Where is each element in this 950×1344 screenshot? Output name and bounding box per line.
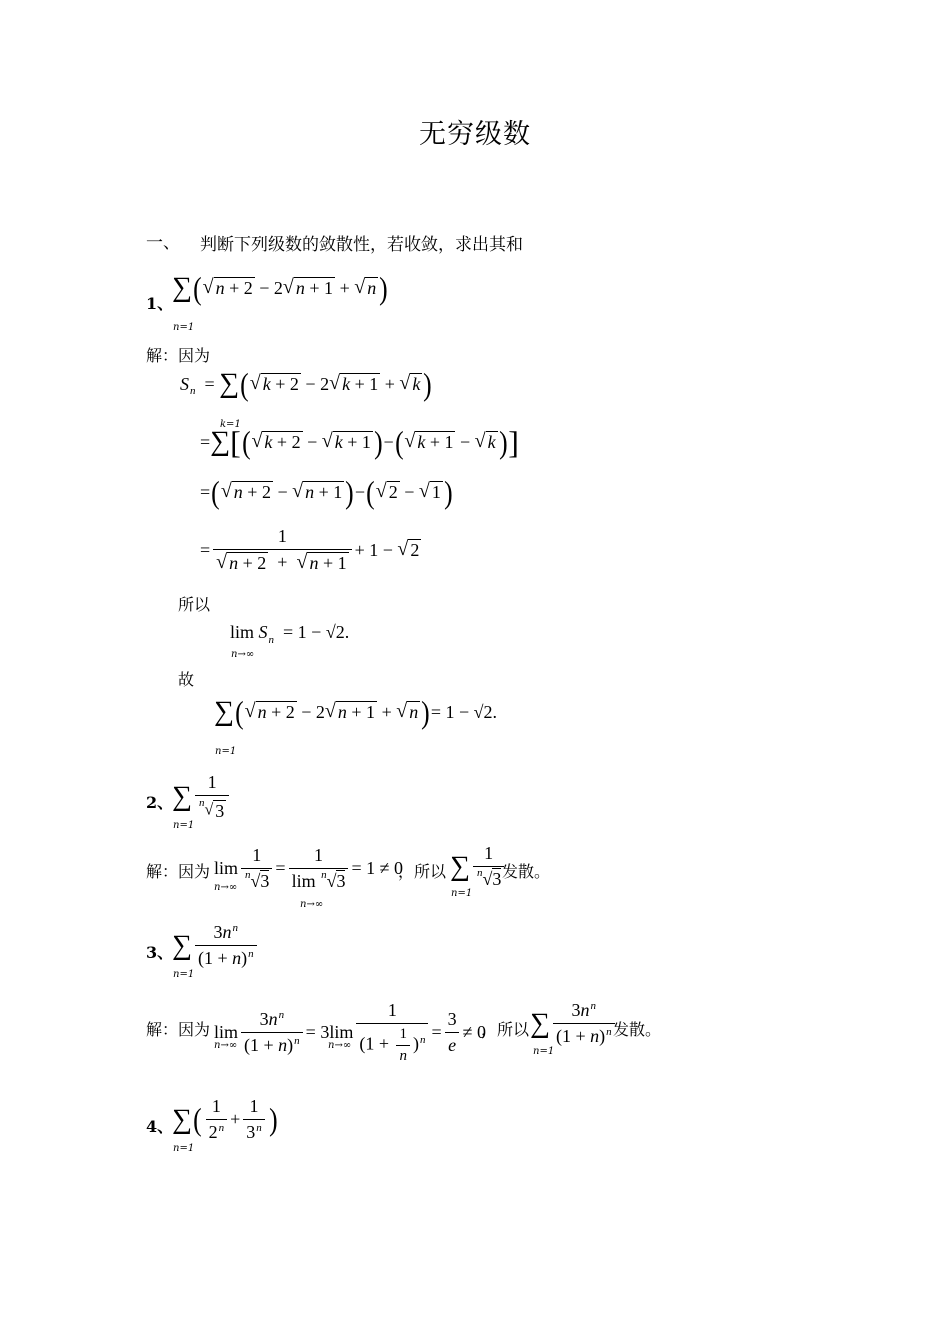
problem-1-sn-line-4: = 1 √ n + 2 + √ n + 1 + 1 − √ 2 [200,526,420,573]
problem-3-limit-sub-2: n→∞ [328,1040,352,1051]
problem-2-series: ∑ 1 $^n$√ 3 [172,772,232,822]
problem-2-conclusion-series: ∑ $\frac{1}{^n√3}$ [450,843,507,890]
problem-3-conclusion-prefix: ，所以 [481,1020,530,1039]
problem-1-sn-line-3: = ( √ n + 2 − √ n + 1 ) − ( √ 2 − √ 1 ) [200,474,453,510]
problem-4-series: ∑ ( $\frac{1}{2^n}$ + $\frac{1}{3^n}$ ) [172,1096,278,1142]
problem-2-limit-expr: lim $\frac{1}{^n√3}$ = $\frac{1}{\lim ^n√3}$ = 1 ≠ 0 [214,845,403,891]
problem-1-limit-sub: n→∞ [231,649,255,660]
problem-1-sn-line-1: S n = ∑ ( √ k + 2 − 2 √ k + 1 + √ k ) [180,366,432,402]
problem-3-limit-sub: n→∞ [214,1040,238,1051]
problem-2-solution-intro: 解：因为 [146,862,211,881]
page-title: 无穷级数 [419,119,531,150]
problem-2-sum-index: n=1 [173,820,195,831]
problem-3-sum-index: n=1 [173,969,195,980]
problem-2-label: 2、 [146,793,174,812]
problem-2-neq: = 1 ≠ 0 [351,858,403,878]
problem-3-series: ∑ $\frac{3n^n}{(1 + n)^n}$ [172,922,260,969]
problem-2-conclusion-suffix: 发散。 [502,862,551,881]
section-heading: 判断下列级数的敛散性，若收敛，求出其和 [200,235,523,255]
problem-3-conclusion-sum-index: n=1 [533,1046,555,1057]
section-number: 一、 [146,233,180,253]
problem-2-conclusion-sum-index: n=1 [451,888,473,899]
problem-4-label: 4、 [146,1117,174,1136]
problem-1-series: ∑ ( √ n + 2 − 2 √ n + 1 + √ n ) [172,270,388,306]
problem-4-sum-index: n=1 [173,1143,195,1154]
problem-2-limit-sub-den: n→∞ [300,899,324,910]
problem-3-conclusion-suffix: 发散。 [613,1020,662,1039]
problem-1-sum-index: n=1 [173,322,195,333]
problem-3-label: 3、 [146,943,174,962]
problem-1-limit-result: = 1 − √2. [283,622,350,642]
problem-2-limit-sub: n→∞ [214,882,238,893]
problem-1-limit: lim S n = 1 − √2. [230,622,350,646]
problem-3-solution-intro: 解：因为 [146,1020,211,1039]
problem-1-solution-intro: 解：因为 [146,346,211,365]
problem-1-final-result: = 1 − √2. [430,701,498,722]
problem-1-final: ∑ ( √ n + 2 − 2 √ n + 1 + √ n ) = 1 − √2. [214,694,498,730]
problem-3-neq: ≠ 0 [462,1022,487,1042]
problem-3-conclusion-series: ∑ $\frac{3n^n}{(1 + n)^n}$ [530,1000,618,1047]
problem-1-therefore-label: 故 [178,670,195,689]
problem-1-sn-line-2: = ∑ [ ( √ k + 2 − √ k + 1 ) − ( √ k + 1 − √ k ) ] [200,424,519,460]
problem-1-sum-index-k: k=1 [220,419,241,430]
problem-1-final-sum-index: n=1 [215,746,237,757]
problem-2-conclusion-prefix: ，所以 [398,862,447,881]
problem-1-so-label: 所以 [178,595,211,614]
problem-1-label: 1、 [146,294,174,313]
problem-3-limit-expr: lim $\frac{3n^n}{(1 + n)^n}$ = 3lim 1 (1 + $\frac{1}{n}$ )$^n$ = $\frac{3}{e}$ ≠ 0 [214,1000,487,1064]
